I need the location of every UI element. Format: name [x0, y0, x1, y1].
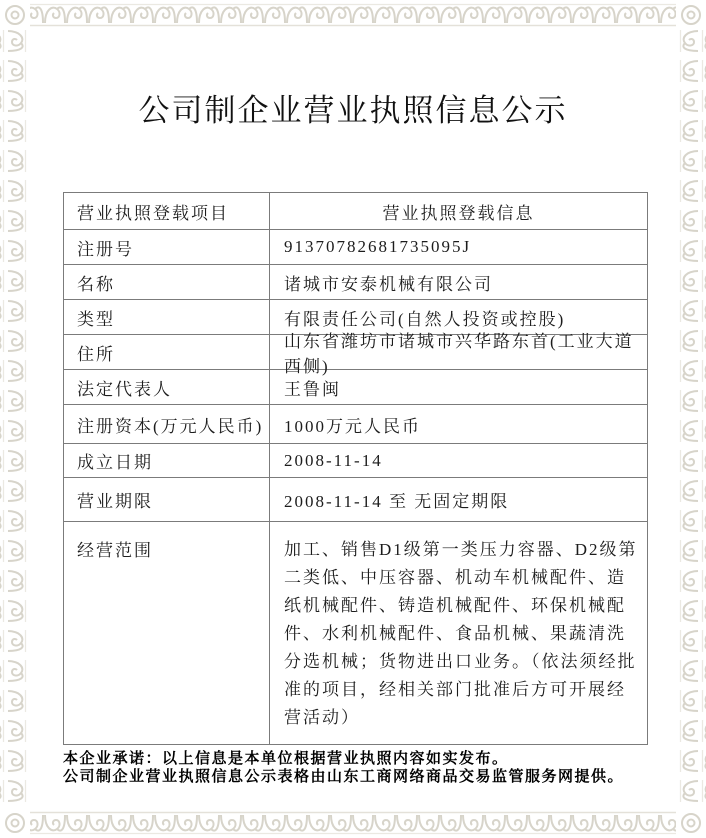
row-label: 住所	[64, 335, 270, 369]
row-label: 注册号	[64, 230, 270, 264]
table-row-registration-number	[64, 229, 647, 264]
frame-corner-rosette-icon	[676, 808, 706, 838]
row-value: 山东省潍坊市诸城市兴华路东首(工业大道西侧)	[284, 332, 634, 376]
table-row-address	[64, 332, 647, 376]
table-row-company-name	[64, 264, 647, 299]
frame-corner-rosette-icon	[676, 0, 706, 30]
row-label: 经营范围	[64, 522, 270, 744]
table-row-legal-representative	[64, 369, 647, 404]
row-value: 加工、销售D1级第一类压力容器、D2级第二类低、中压容器、机动车机械配件、造纸机械配件、铸造机械配件、环保机械配件、水利机械配件、食品机械、果蔬清洗分选机械；货物进出口业务。（依法须经批准的项目，经相关部门批准后方可开展经营活动）	[284, 540, 638, 727]
frame-border-right	[676, 30, 706, 808]
table-row-registered-capital	[64, 404, 647, 443]
row-value: 1000万元人民币	[284, 416, 421, 436]
license-info-table	[63, 192, 648, 745]
row-value: 91370782681735095J	[284, 237, 472, 256]
row-label: 成立日期	[64, 444, 270, 477]
frame-corner-rosette-icon	[0, 0, 30, 30]
footer-provider-line: 公司制企业营业执照信息公示表格由山东工商网络商品交易监管服务网提供。	[63, 768, 625, 785]
frame-border-top	[0, 0, 706, 30]
row-label: 名称	[64, 265, 270, 299]
row-label: 营业期限	[64, 478, 270, 521]
page-title: 公司制企业营业执照信息公示	[138, 93, 568, 128]
row-value: 诸城市安泰机械有限公司	[284, 274, 493, 294]
table-row-establishment-date	[64, 443, 647, 477]
row-value: 2008-11-14 至 无固定期限	[284, 492, 510, 511]
frame-corner-rosette-icon	[0, 808, 30, 838]
row-value: 王鲁闽	[284, 379, 341, 399]
row-value: 有限责任公司(自然人投资或控股)	[284, 309, 566, 329]
frame-border-left	[0, 30, 30, 808]
header-item-column-label: 营业执照登载项目	[64, 193, 270, 229]
row-value: 2008-11-14	[284, 450, 383, 470]
row-label: 注册资本(万元人民币)	[64, 405, 270, 443]
table-row-business-scope	[64, 521, 647, 744]
frame-border-bottom	[0, 808, 706, 838]
footer-statements	[63, 750, 648, 786]
table-row-business-term	[64, 477, 647, 521]
footer-commitment-line: 本企业承诺：以上信息是本单位根据营业执照内容如实发布。	[63, 750, 509, 767]
row-label: 法定代表人	[64, 370, 270, 404]
table-header-row	[64, 193, 647, 229]
header-info-column-label: 营业执照登载信息	[382, 203, 535, 223]
row-label: 类型	[64, 300, 270, 334]
